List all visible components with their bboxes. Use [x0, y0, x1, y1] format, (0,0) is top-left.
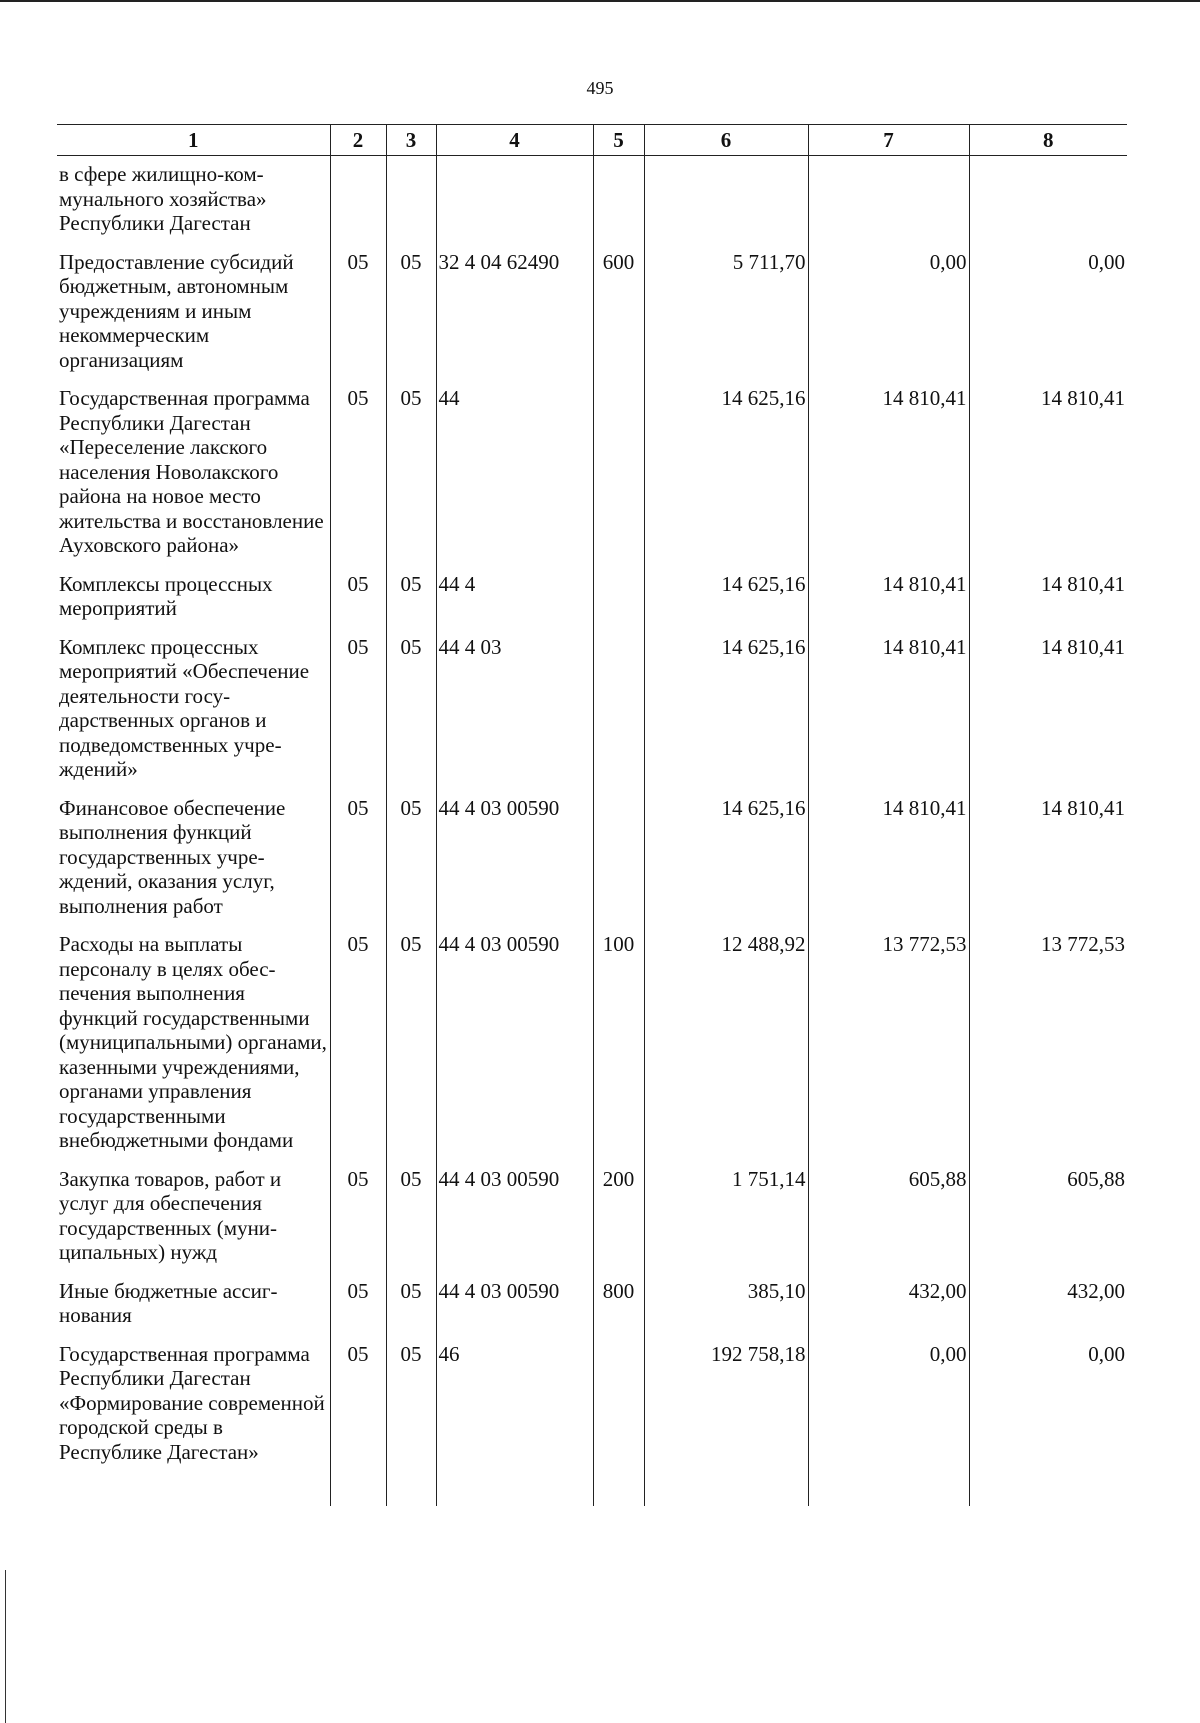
row-target-code: 32 4 04 62490 — [436, 250, 593, 387]
row-subsection: 05 — [386, 572, 436, 635]
header-col-8: 8 — [969, 125, 1127, 156]
row-subsection: 05 — [386, 635, 436, 796]
left-margin-line — [5, 1570, 6, 1723]
row-amount-col8: 14 810,41 — [969, 386, 1127, 572]
row-section: 05 — [330, 1279, 386, 1342]
table-row — [57, 572, 1127, 635]
row-section: 05 — [330, 796, 386, 933]
header-col-6: 6 — [644, 125, 808, 156]
table-row — [57, 1279, 1127, 1342]
row-amount-col7: 0,00 — [808, 1342, 969, 1506]
row-section: 05 — [330, 932, 386, 1167]
row-expense-type — [593, 796, 644, 933]
row-target-code: 44 4 — [436, 572, 593, 635]
row-subsection: 05 — [386, 932, 436, 1167]
header-col-7: 7 — [808, 125, 969, 156]
table-row — [57, 932, 1127, 1167]
row-amount-col6: 14 625,16 — [644, 635, 808, 796]
row-target-code: 44 4 03 00590 — [436, 796, 593, 933]
row-expense-type: 800 — [593, 1279, 644, 1342]
row-expense-type — [593, 156, 644, 250]
row-subsection: 05 — [386, 1279, 436, 1342]
row-amount-col7: 14 810,41 — [808, 635, 969, 796]
row-amount-col6: 5 711,70 — [644, 250, 808, 387]
table-row — [57, 635, 1127, 796]
row-section: 05 — [330, 572, 386, 635]
row-subsection: 05 — [386, 250, 436, 387]
header-col-2: 2 — [330, 125, 386, 156]
row-subsection — [386, 156, 436, 250]
row-amount-col8: 605,88 — [969, 1167, 1127, 1279]
budget-table — [57, 124, 1127, 1506]
row-amount-col8: 0,00 — [969, 250, 1127, 387]
row-name: Финансовое обеспечение выполнения функций государственных учреждений, оказания услуг, выполнения работ — [57, 796, 330, 933]
page-number: 495 — [586, 78, 614, 98]
row-subsection: 05 — [386, 1167, 436, 1279]
row-amount-col8: 14 810,41 — [969, 572, 1127, 635]
row-section: 05 — [330, 386, 386, 572]
top-border-line — [0, 0, 1200, 2]
row-name: Расходы на выплаты персоналу в целях обеспечения выполнения функций государственными (муниципальными) органами, казенными учреждениями, органами управления государственными внебюджетными фондами — [57, 932, 330, 1167]
row-expense-type: 100 — [593, 932, 644, 1167]
row-subsection: 05 — [386, 386, 436, 572]
table-body — [57, 156, 1127, 1506]
row-expense-type — [593, 386, 644, 572]
table-header — [57, 125, 1127, 156]
row-amount-col7: 14 810,41 — [808, 386, 969, 572]
row-section: 05 — [330, 1342, 386, 1506]
row-section — [330, 156, 386, 250]
header-row — [57, 125, 1127, 156]
row-amount-col7: 14 810,41 — [808, 572, 969, 635]
row-target-code: 44 4 03 — [436, 635, 593, 796]
row-expense-type — [593, 1342, 644, 1506]
row-amount-col8: 14 810,41 — [969, 635, 1127, 796]
row-amount-col7: 14 810,41 — [808, 796, 969, 933]
row-name: Государственная программа Республики Дагестан «Переселение лакского населения Новолакского района на новое место жительства и восстановление Ауховского района» — [57, 386, 330, 572]
row-amount-col7 — [808, 156, 969, 250]
row-amount-col7: 605,88 — [808, 1167, 969, 1279]
row-name: Комплекс процессных мероприятий «Обеспечение деятельности государственных органов и подведомственных учреждений» — [57, 635, 330, 796]
row-subsection: 05 — [386, 1342, 436, 1506]
row-amount-col6: 1 751,14 — [644, 1167, 808, 1279]
row-name: Предоставление субсидий бюджетным, автономным учреждениям и иным некоммерческим организациям — [57, 250, 330, 387]
row-expense-type: 600 — [593, 250, 644, 387]
row-amount-col7: 432,00 — [808, 1279, 969, 1342]
table-row — [57, 796, 1127, 933]
table-row — [57, 250, 1127, 387]
row-amount-col6: 14 625,16 — [644, 386, 808, 572]
row-target-code: 44 — [436, 386, 593, 572]
row-amount-col8: 14 810,41 — [969, 796, 1127, 933]
table-row — [57, 1167, 1127, 1279]
table-row — [57, 386, 1127, 572]
row-subsection: 05 — [386, 796, 436, 933]
row-section: 05 — [330, 635, 386, 796]
row-amount-col6: 14 625,16 — [644, 572, 808, 635]
row-name: Комплексы процессных мероприятий — [57, 572, 330, 635]
row-target-code: 44 4 03 00590 — [436, 932, 593, 1167]
row-name: Закупка товаров, работ и услуг для обеспечения государственных (муниципальных) нужд — [57, 1167, 330, 1279]
table-row — [57, 1342, 1127, 1506]
row-name: Иные бюджетные ассигнования — [57, 1279, 330, 1342]
row-amount-col8: 0,00 — [969, 1342, 1127, 1506]
row-expense-type — [593, 572, 644, 635]
row-amount-col6 — [644, 156, 808, 250]
row-expense-type: 200 — [593, 1167, 644, 1279]
row-name: в сфере жилищно-коммунального хозяйства» Республики Дагестан — [57, 156, 330, 250]
row-section: 05 — [330, 1167, 386, 1279]
row-amount-col6: 385,10 — [644, 1279, 808, 1342]
row-amount-col7: 0,00 — [808, 250, 969, 387]
row-amount-col6: 12 488,92 — [644, 932, 808, 1167]
row-target-code: 46 — [436, 1342, 593, 1506]
row-amount-col8 — [969, 156, 1127, 250]
header-col-3: 3 — [386, 125, 436, 156]
header-col-1: 1 — [57, 125, 330, 156]
row-target-code — [436, 156, 593, 250]
header-col-5: 5 — [593, 125, 644, 156]
row-amount-col6: 14 625,16 — [644, 796, 808, 933]
row-amount-col8: 13 772,53 — [969, 932, 1127, 1167]
header-col-4: 4 — [436, 125, 593, 156]
row-target-code: 44 4 03 00590 — [436, 1167, 593, 1279]
row-name: Государственная программа Республики Дагестан «Формирование современной городской среды в Республике Дагестан» — [57, 1342, 330, 1506]
row-section: 05 — [330, 250, 386, 387]
row-amount-col6: 192 758,18 — [644, 1342, 808, 1506]
row-target-code: 44 4 03 00590 — [436, 1279, 593, 1342]
row-expense-type — [593, 635, 644, 796]
table-row — [57, 156, 1127, 250]
row-amount-col7: 13 772,53 — [808, 932, 969, 1167]
row-amount-col8: 432,00 — [969, 1279, 1127, 1342]
